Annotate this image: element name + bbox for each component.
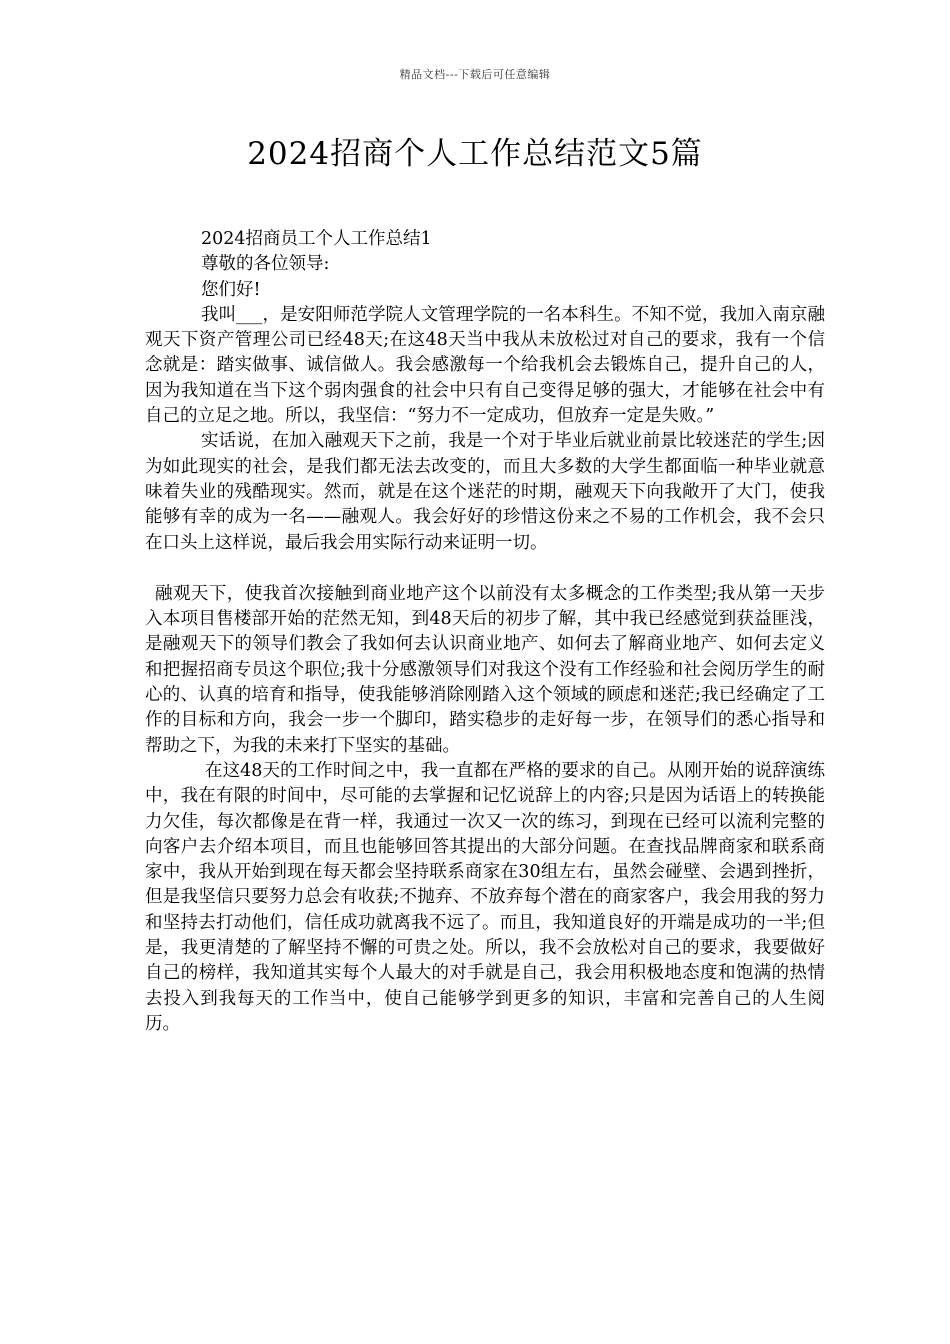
- paragraph-4: 在这48天的工作时间之中，我一直都在严格的要求的自己。从刚开始的说辞演练中，我在有限的时间中，尽可能的去掌握和记忆说辞上的内容;只是因为话语上的转换能力欠佳，每次都像是在背一样，我通过一次又一次的练习，到现在已经可以流利完整的向客户去介绍本项目，而且也能够回答其提出的大部分问题。在查找品牌商家和联系商家中，我从开始到现在每天都会坚持联系商家在30组左右，虽然会碰壁、会遇到挫折，但是我坚信只要努力总会有收获;不抛弃、不放弃每个潜在的商家客户，我会用我的努力和坚持去打动他们，信任成功就离我不远了。而且，我知道良好的开端是成功的一半;但是，我更清楚的了解坚持不懈的可贵之处。所以，我不会放松对自己的要求，我要做好自己的榜样，我知道其实每个人最大的对手就是自己，我会用积极地态度和饱满的热情去投入到我每天的工作当中，使自己能够学到更多的知识，丰富和完善自己的人生阅历。: [145, 760, 825, 1034]
- header-note: 精品文档---下载后可任意编辑: [399, 68, 551, 81]
- document-body: [145, 227, 825, 1037]
- paragraph-2: 实话说，在加入融观天下之前，我是一个对于毕业后就业前景比较迷茫的学生;因为如此现实的社会，是我们都无法去改变的，而且大多数的大学生都面临一种毕业就意味着失业的残酷现实。然而，就是在这个迷茫的时期，融观天下向我敞开了大门，使我能够有幸的成为一名——融观人。我会好好的珍惜这份来之不易的工作机会，我不会只在口头上这样说，最后我会用实际行动来证明一切。: [145, 431, 825, 553]
- document-title: 2024招商个人工作总结范文5篇: [247, 136, 703, 172]
- salutation: 尊敬的各位领导:: [201, 254, 330, 275]
- section-subtitle: 2024招商员工个人工作总结1: [201, 229, 432, 249]
- greeting: 您们好!: [201, 279, 261, 300]
- paragraph-3: 融观天下，使我首次接触到商业地产这个以前没有太多概念的工作类型;我从第一天步入本项目售楼部开始的茫然无知，到48天后的初步了解，其中我已经感觉到获益匪浅，是融观天下的领导们教会了我如何去认识商业地产、如何去了解商业地产、如何去定义和把握招商专员这个职位;我十分感激领导们对我这个没有工作经验和社会阅历学生的耐心的、认真的培育和指导，使我能够消除刚踏入这个领域的顾虑和迷茫;我已经确定了工作的目标和方向，我会一步一个脚印，踏实稳步的走好每一步，在领导们的悉心指导和帮助之下，为我的未来打下坚实的基础。: [145, 583, 825, 756]
- paragraph-1: 我叫___，是安阳师范学院人文管理学院的一名本科生。不知不觉，我加入南京融观天下资产管理公司已经48天;在这48天当中我从未放松过对自己的要求，我有一个信念就是：踏实做事、诚信做人。我会感激每一个给我机会去锻炼自己，提升自己的人，因为我知道在当下这个弱肉强食的社会中只有自己变得足够的强大，才能够在社会中有自己的立足之地。所以，我坚信：“努力不一定成功，但放弃一定是失败。”: [145, 304, 825, 427]
